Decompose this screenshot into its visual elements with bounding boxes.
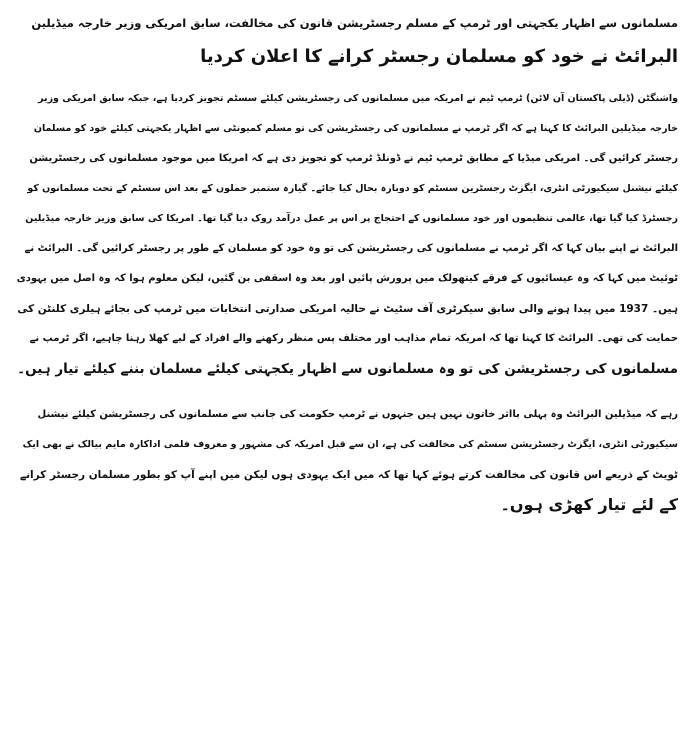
paragraph-line: کے لئے تیار کھڑی ہوں۔ (500, 495, 678, 514)
article-headline (14, 6, 678, 74)
paragraph-line: البرائٹ نے اپنے بیان کہا کہ اگر ٹرمپ نے مسلمانوں کی رجسٹریشن کی تو وہ خود کو مسلمان کے طور پر رجسٹر کرائیں گی۔ البرائٹ نے (24, 243, 678, 254)
paragraph-line: ہیں۔ 1937 میں پیدا ہونے والی سابق سیکرٹری آف سٹیٹ نے حالیہ امریکی صدارتی انتخابات میں ٹرمپ کی بجائے ہیلری کلنٹن کی (17, 303, 678, 315)
news-article (14, 6, 678, 520)
paragraph-line: ٹوئیٹ میں کہا کہ وہ عیسائیوں کے فرقے کیتھولک میں پرورش پائیں اور بعد وہ اسقفی بن گئیں، لیکن معلوم ہوا کہ وہ اصل میں یہودی (16, 273, 678, 284)
paragraph-line: ٹویٹ کے ذریعے اس قانون کی مخالفت کرتے ہوئے کہا تھا کہ میں ایک یہودی ہوں لیکن میں اپنے آپ کو بطور مسلمان رجسٹر کرانے (19, 469, 678, 481)
paragraph-line: رہے کہ میڈیلین البرائٹ وہ پہلی بااثر خاتون نہیں ہیں جنہوں نے ٹرمپ حکومت کی جانب سے مسلمانوں کی رجسٹریشن کیلئے نیشنل (37, 409, 678, 420)
paragraph-line: کیلئے نیشنل سیکیورٹی انٹری، ایگزٹ رجسٹرین سسٹم کو دوبارہ بحال کیا جائے۔ گیارہ ستمبر حملوں کے بعد اس سسٹم کے تحت مسلمانوں کو (27, 183, 678, 194)
paragraph-line: واشنگٹن (ڈیلی پاکستان آن لائن) ٹرمپ ٹیم نے امریکہ میں مسلمانوں کی رجسٹریشن کیلئے سسٹم تجویز کردیا ہے، جبکہ سابق امریکی وزیر (38, 93, 678, 104)
paragraph-line: رجسٹرڈ کیا گیا تھا، عالمی تنظیموں اور خود مسلمانوں کے احتجاج پر اس پر عمل درآمد روک دیا گیا تھا۔ امریکا کی سابق وزیر خارجہ میڈیلین (25, 213, 678, 224)
article-paragraph-2 (14, 400, 678, 520)
paragraph-line: رجسٹر کرائیں گی۔ امریکی میڈیا کے مطابق ٹرمپ ٹیم نے ڈونلڈ ٹرمپ کو تجویز دی ہے کہ امریکا میں موجود مسلمانوں کی رجسٹریشن (29, 153, 678, 164)
headline-line: مسلمانوں سے اظہار یکجہتی اور ٹرمپ کے مسلم رجسٹریشن قانون کی مخالفت، سابق امریکی وزیر خارجہ میڈیلین (31, 16, 678, 30)
paragraph-line: مسلمانوں کی رجسٹریشن کی تو وہ مسلمانوں سے اظہار یکجہتی کیلئے مسلمان بننے کیلئے تیار ہیں۔ (17, 361, 678, 377)
headline-line: البرائٹ نے خود کو مسلمان رجسٹر کرانے کا اعلان کردیا (200, 46, 678, 67)
paragraph-line: سیکیورٹی انٹری، ایگزٹ رجسٹریشن سسٹم کی مخالفت کی ہے، ان سے قبل امریکہ کی مشہور و معروف فلمی اداکارہ مایم بیالک نے بھی ایک (22, 439, 678, 450)
article-paragraph-1 (14, 84, 678, 384)
paragraph-line: حمایت کی تھی۔ البرائٹ کا کہنا تھا کہ امریکہ تمام مذاہب اور مختلف پس منظر رکھنے والے افراد کے لیے کھلا رہنا چاہیے، اگر ٹرمپ نے (29, 333, 678, 344)
paragraph-line: خارجہ میڈیلین البرائٹ کا کہنا ہے کہ اگر ٹرمپ نے مسلمانوں کی رجسٹریشن کی تو مسلم کمیونٹی سے اظہار یکجہتی کیلئے خود کو مسلمان (33, 123, 678, 134)
